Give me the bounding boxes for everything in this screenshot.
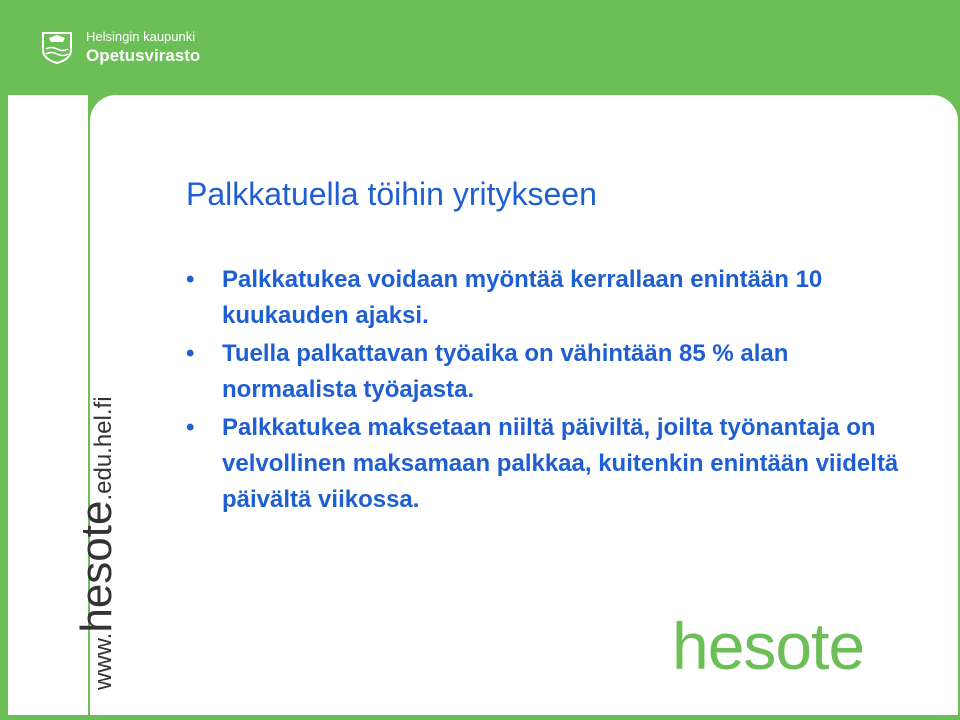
helsinki-crest-icon xyxy=(40,30,74,64)
slide-title: Palkkatuella töihin yritykseen xyxy=(186,176,597,212)
side-url xyxy=(72,396,122,690)
org-department: Opetusvirasto xyxy=(86,46,201,65)
list-item xyxy=(186,262,916,334)
side-url-prefix: www. xyxy=(90,632,117,690)
header-logo xyxy=(40,30,200,64)
bullet-list xyxy=(186,262,916,520)
hesote-logo: hesote xyxy=(672,609,865,683)
bullet-text: Palkkatukea voidaan myöntää kerrallaan enintään 10 kuukauden ajaksi. xyxy=(222,266,823,329)
list-item xyxy=(186,336,916,408)
bullet-dot: • xyxy=(186,414,195,441)
list-item xyxy=(186,410,916,518)
bullet-text: Palkkatukea maksetaan niiltä päiviltä, joilta työnantaja on velvollinen maksamaan palkkaa, kuitenkin enintään viideltä päivältä viikossa. xyxy=(222,414,899,513)
org-city: Helsingin kaupunki xyxy=(86,29,196,44)
bullet-text: Tuella palkattavan työaika on vähintään 85 % alan normaalista työajasta. xyxy=(222,340,789,403)
side-url-brand: hesote xyxy=(72,500,121,633)
bullet-dot: • xyxy=(186,266,195,293)
bullet-dot: • xyxy=(186,340,195,367)
side-url-suffix: .edu.hel.fi xyxy=(90,396,117,501)
